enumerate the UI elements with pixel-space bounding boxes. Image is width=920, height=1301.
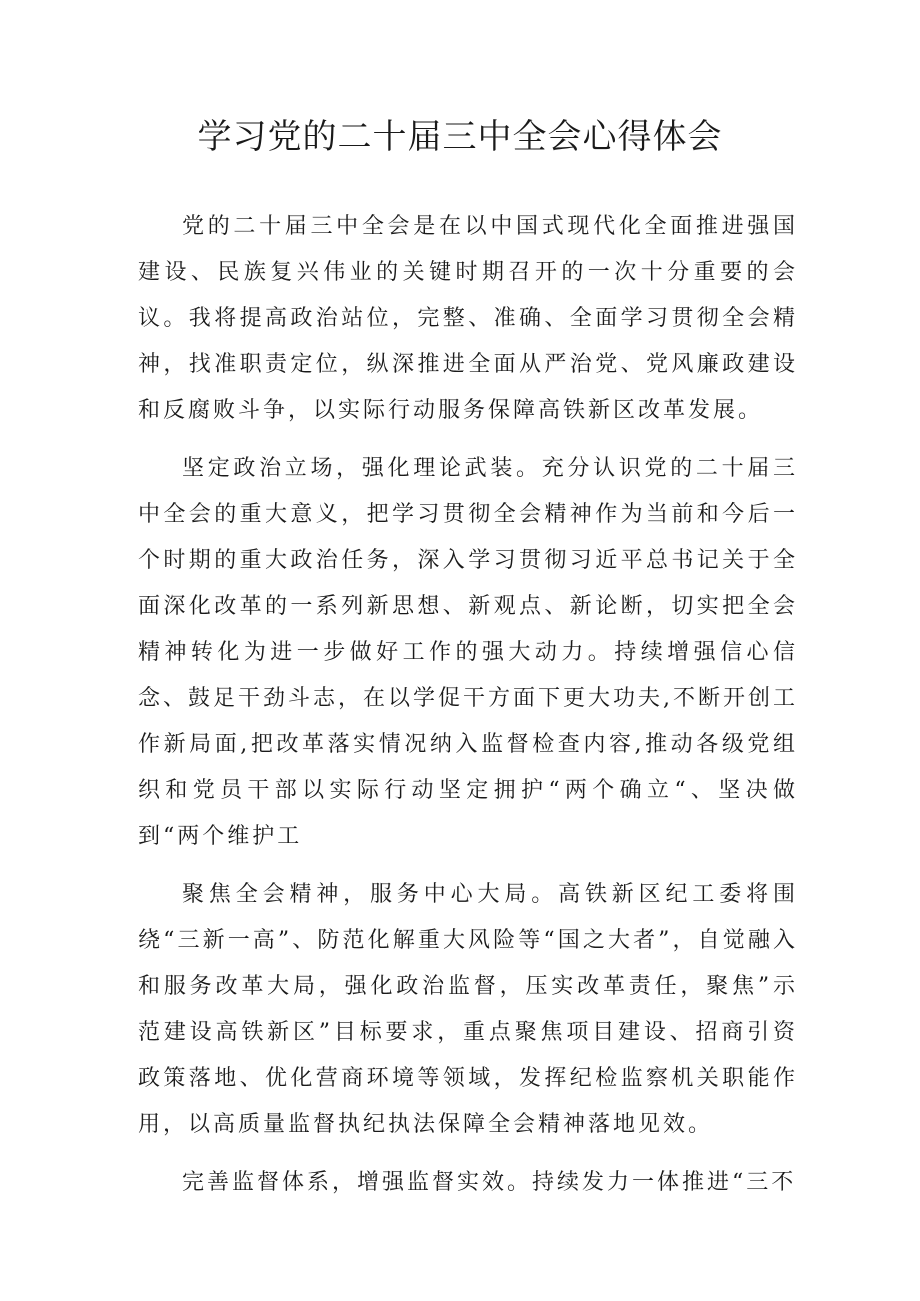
paragraph-4: 完善监督体系，增强监督实效。持续发力一体推进“三不 bbox=[182, 1170, 797, 1195]
paragraph-2: 坚定政治立场，强化理论武装。充分认识党的二十届三中全会的重大意义，把学习贯彻全会精神作为当前和今后一个时期的重大政治任务，深入学习贯彻习近平总书记关于全面深化改革的一系列新思想、新观点、新论断，切实把全会精神转化为进一步做好工作的强大动力。持续增强信心信念、鼓足干劲斗志，在以学促干方面下更大功夫,不断开创工作新局面,把改革落实情况纳入监督检查内容,推动各级党组织和党员干部以实际行动坚定拥护“两个确立“、坚决做到“两个维护工 bbox=[138, 456, 798, 849]
document-body bbox=[138, 204, 798, 1218]
paragraph-3: 聚焦全会精神，服务中心大局。高铁新区纪工委将围绕“三新一高”、防范化解重大风险等“国之大者”，自觉融入和服务改革大局，强化政治监督，压实改革责任，聚焦”示范建设高铁新区”目标要求，重点聚焦项目建设、招商引资政策落地、优化营商环境等领域，发挥纪检监察机关职能作用，以高质量监督执纪执法保障全会精神落地见效。 bbox=[138, 882, 798, 1137]
document-title: 学习党的二十届三中全会心得体会 bbox=[197, 117, 723, 157]
paragraph-1: 党的二十届三中全会是在以中国式现代化全面推进强国建设、民族复兴伟业的关键时期召开的一次十分重要的会议。我将提高政治站位，完整、准确、全面学习贯彻全会精神，找准职责定位，纵深推进全面从严治党、党风廉政建设和反腐败斗争，以实际行动服务保障高铁新区改革发展。 bbox=[138, 214, 798, 423]
